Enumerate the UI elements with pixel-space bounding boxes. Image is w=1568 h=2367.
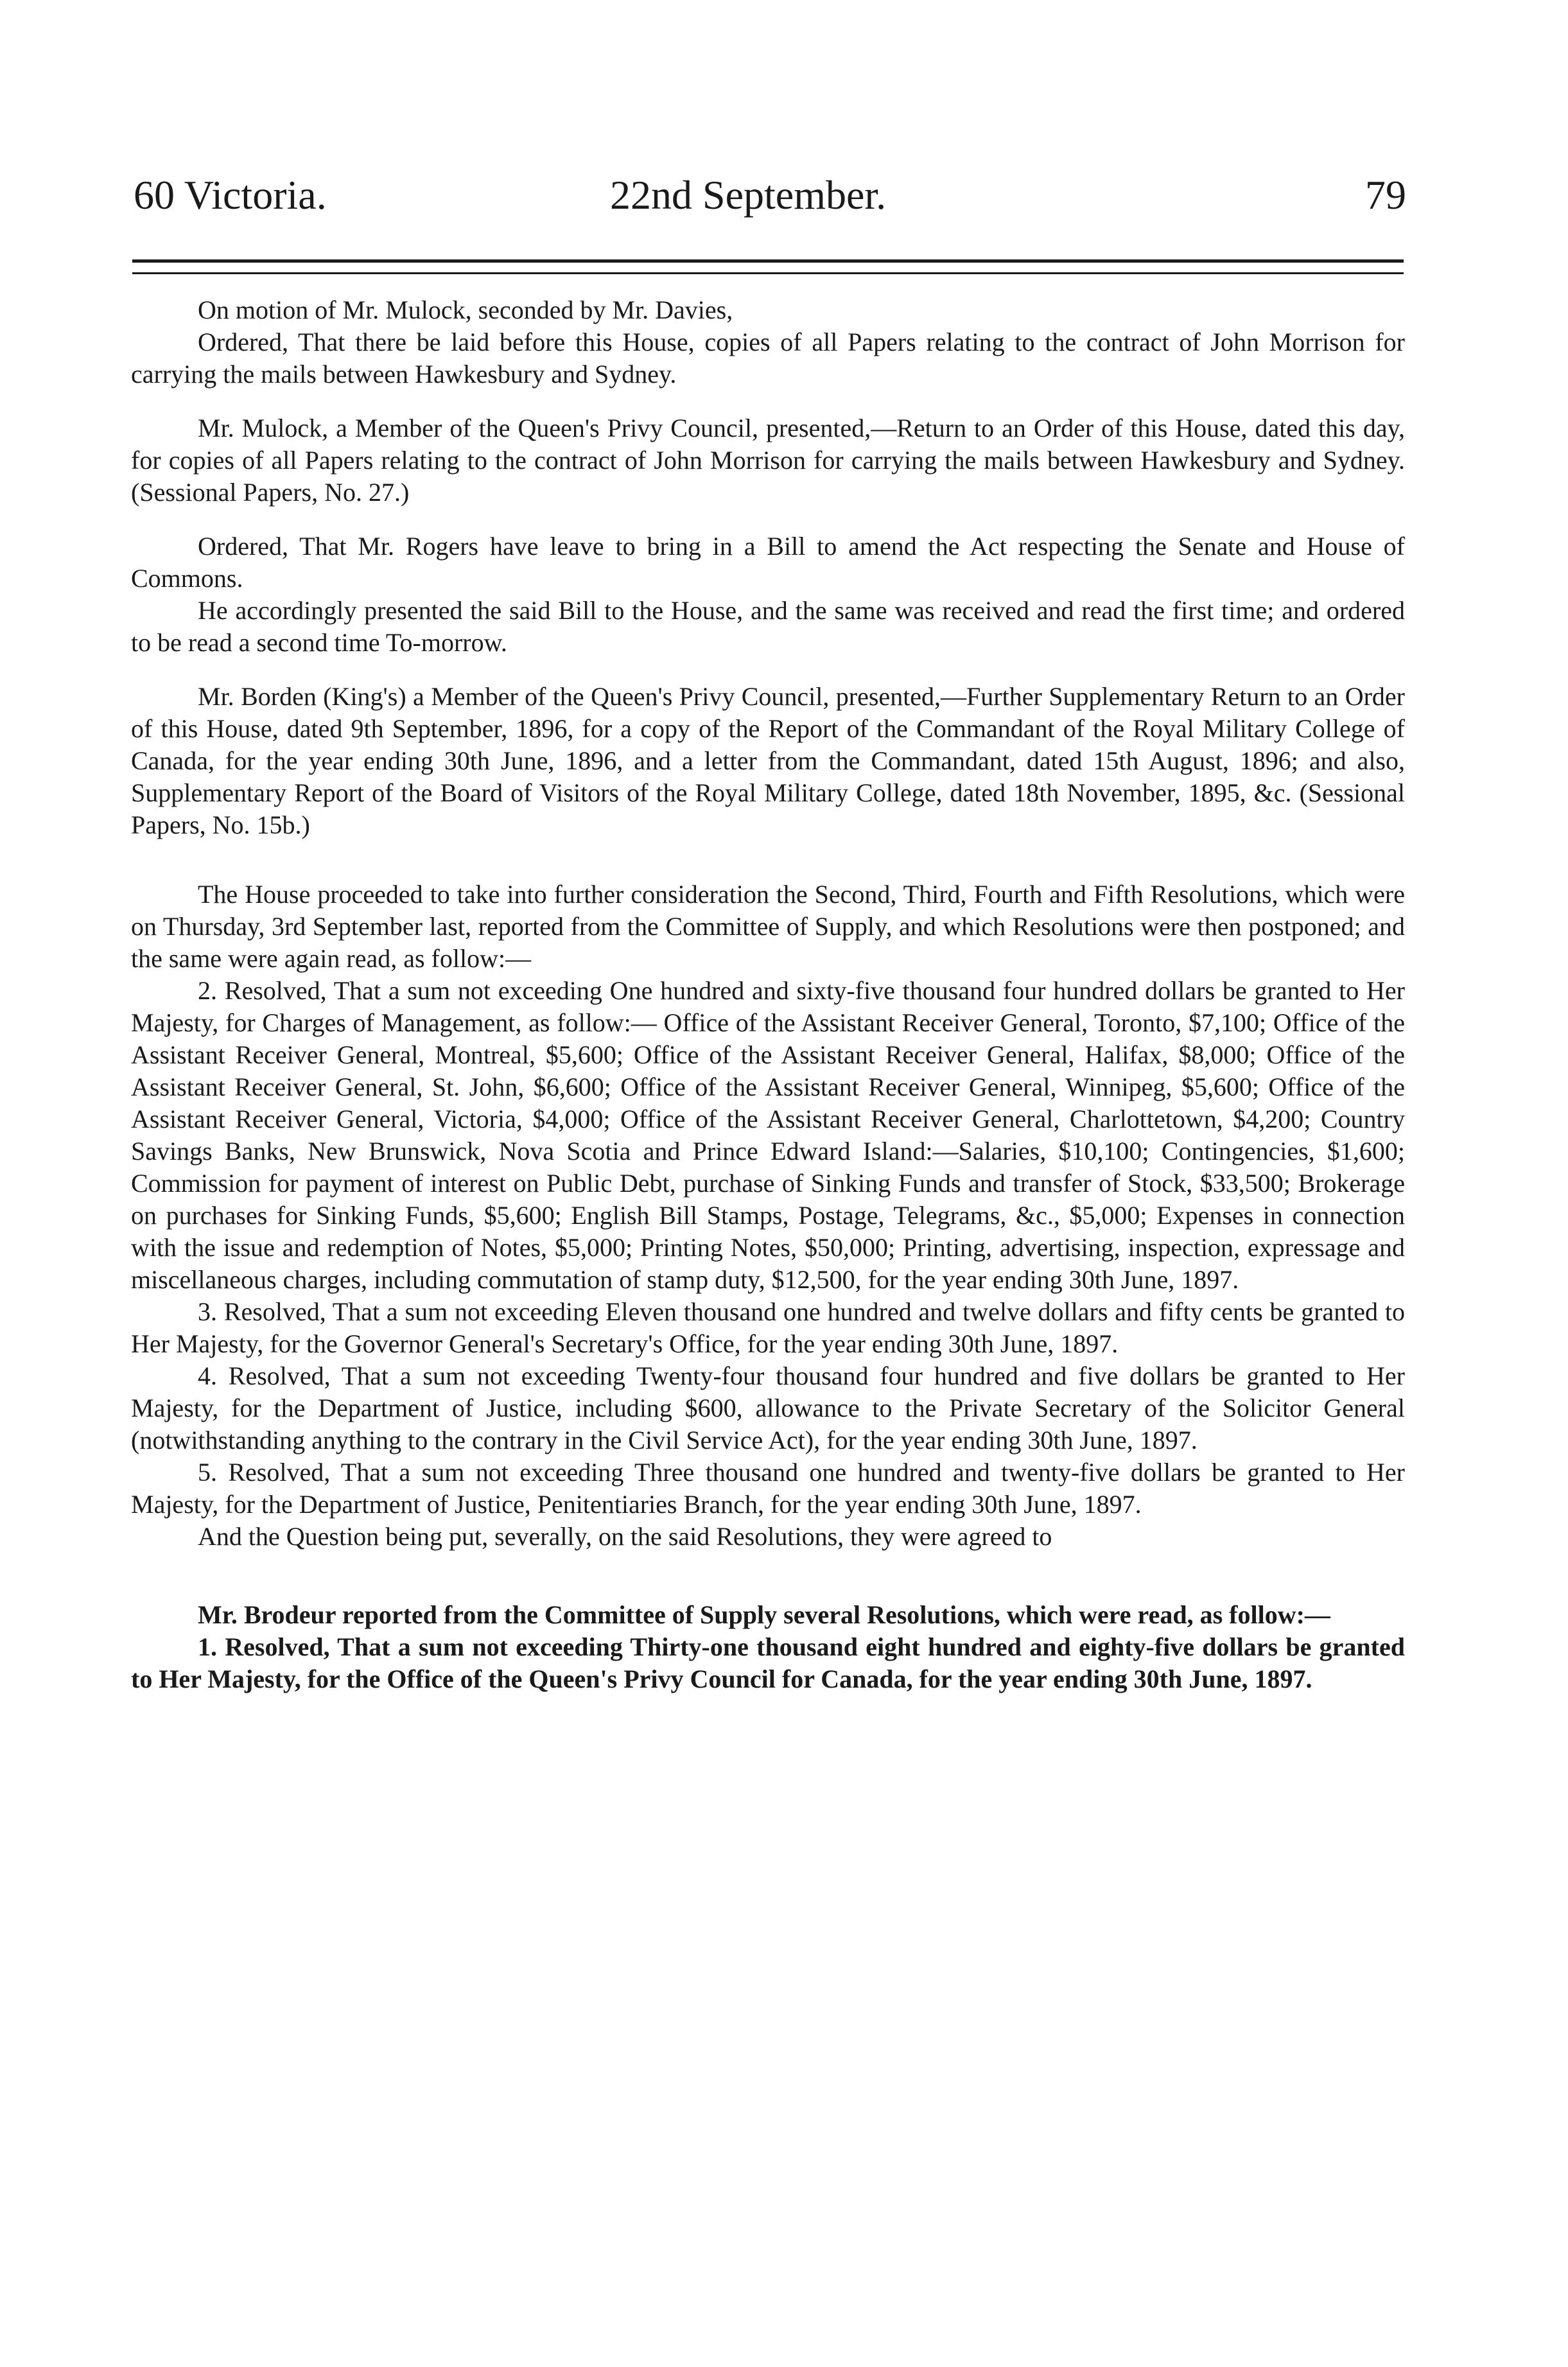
paragraph-resolutions-consideration: The House proceeded to take into further consideration the Second, Third, Fourth and Fifth Resolutions, which were on Thursday, 3rd September last, reported from the Committee of Supply, and which Resolutions were then postponed; and the same were again read, as follow:—: [131, 880, 1405, 973]
paragraph-agreed: And the Question being put, severally, on the said Resolutions, they were agreed to: [198, 1522, 1052, 1551]
journal-body: [131, 294, 1405, 1695]
running-head-left: 60 Victoria.: [134, 172, 327, 218]
resolution-4: 4. Resolved, That a sum not exceeding Twenty-four thousand four hundred and five dollars be granted to Her Majesty, for the Department of Justice, including $600, allowance to the Private Secretary of the Solicitor General (notwithstanding anything to the contrary in the Civil Service Act), for the year ending 30th June, 1897.: [131, 1361, 1405, 1454]
paragraph-brodeur-report: Mr. Brodeur reported from the Committee of Supply several Resolutions, which were read, as follow:—: [198, 1600, 1330, 1629]
header-rule: [132, 259, 1404, 263]
paragraph-return-presented: Mr. Mulock, a Member of the Queen's Privy Council, presented,—Return to an Order of this House, dated this day, for copies of all Papers relating to the contract of John Morrison for carrying the mails between Hawkesbury and Sydney. (Sessional Papers, No. 27.): [131, 414, 1405, 507]
header-rule-thin: [132, 272, 1404, 274]
paragraph-order-papers: Ordered, That there be laid before this House, copies of all Papers relating to the contract of John Morrison for carrying the mails between Hawkesbury and Sydney.: [131, 328, 1405, 389]
resolution-3: 3. Resolved, That a sum not exceeding Eleven thousand one hundred and twelve dollars and fifty cents be granted to Her Majesty, for the Governor General's Secretary's Office, for the year ending 30th June, 1897.: [131, 1297, 1405, 1358]
resolution-2: 2. Resolved, That a sum not exceeding One hundred and sixty-five thousand four hundred dollars be granted to Her Majesty, for Charges of Management, as follow:— Office of the Assistant Receiver General, Toronto, $7,100; Office of the Assistant Receiver General, Montreal, $5,600; Office of the Assistant Receiver General, Halifax, $8,000; Office of the Assistant Receiver General, St. John, $6,600; Office of the Assistant Receiver General, Winnipeg, $5,600; Office of the Assistant Receiver General, Victoria, $4,000; Office of the Assistant Receiver General, Charlottetown, $4,200; Country Savings Banks, New Brunswick, Nova Scotia and Prince Edward Island:—Salaries, $10,100; Contingencies, $1,600; Commission for payment of interest on Public Debt, purchase of Sinking Funds and transfer of Stock, $33,500; Brokerage on purchases for Sinking Funds, $5,600; English Bill Stamps, Postage, Telegrams, &c., $5,000; Expenses in connection with the issue and redemption of Notes, $5,000; Printing Notes, $50,000; Printing, advertising, inspection, expressage and miscellaneous charges, including commutation of stamp duty, $12,500, for the year ending 30th June, 1897.: [131, 976, 1405, 1294]
paragraph-borden-return: Mr. Borden (King's) a Member of the Queen's Privy Council, presented,—Further Supplementary Return to an Order of this House, dated 9th September, 1896, for a copy of the Report of the Commandant of the Royal Military College of Canada, for the year ending 30th June, 1896, and a letter from the Commandant, dated 15th August, 1896; and also, Supplementary Report of the Board of Visitors of the Royal Military College, dated 18th November, 1895, &c. (Sessional Papers, No. 15b.): [131, 682, 1405, 839]
paragraph-motion: On motion of Mr. Mulock, seconded by Mr. Davies,: [198, 295, 733, 324]
page-number: 79: [1365, 172, 1406, 218]
paragraph-bill-leave: Ordered, That Mr. Rogers have leave to bring in a Bill to amend the Act respecting the Senate and House of Commons.: [131, 532, 1405, 593]
paragraph-bill-first-reading: He accordingly presented the said Bill to the House, and the same was received and read the first time; and ordered to be read a second time To-morrow.: [131, 596, 1405, 657]
resolution-5: 5. Resolved, That a sum not exceeding Three thousand one hundred and twenty-five dollars be granted to Her Majesty, for the Department of Justice, Penitentiaries Branch, for the year ending 30th June, 1897.: [131, 1458, 1405, 1519]
running-head-date: 22nd September.: [610, 172, 887, 218]
resolution-1: 1. Resolved, That a sum not exceeding Thirty-one thousand eight hundred and eighty-five dollars be granted to Her Majesty, for the Office of the Queen's Privy Council for Canada, for the year ending 30th June, 1897.: [131, 1632, 1405, 1693]
